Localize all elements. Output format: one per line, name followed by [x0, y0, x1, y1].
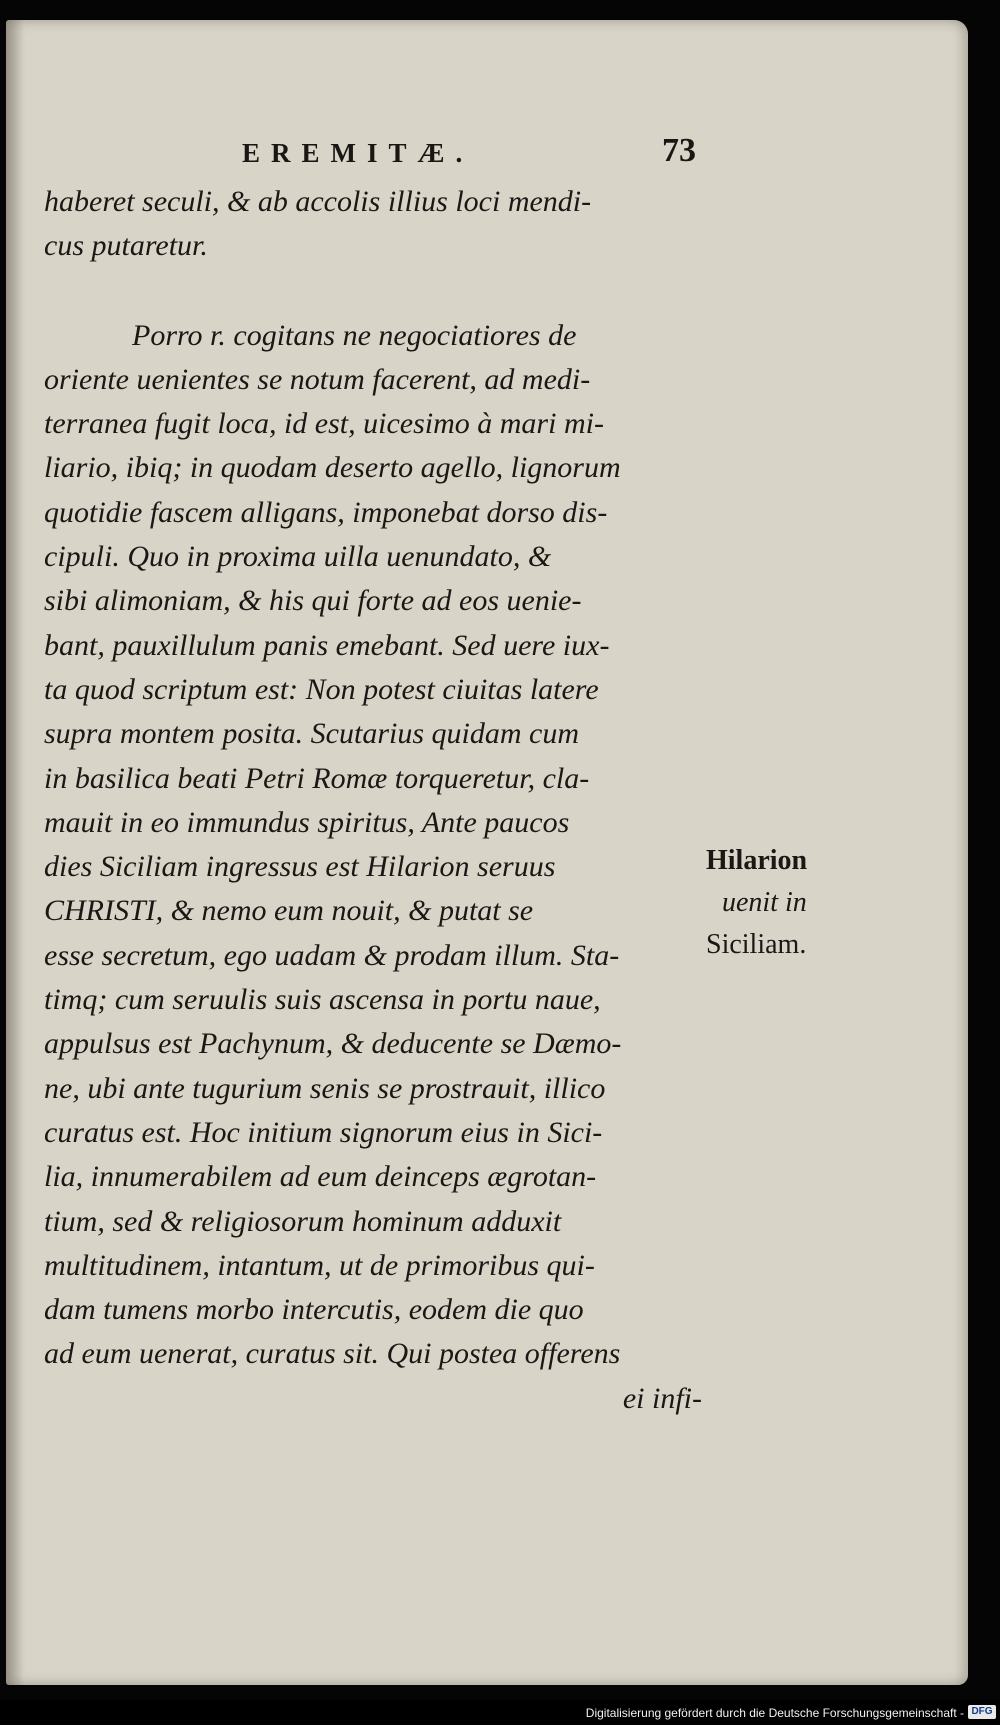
text-line: cipuli. Quo in proxima uilla uenundato, &: [44, 540, 552, 574]
dfg-logo: DFG: [968, 1705, 996, 1719]
text-line: liario, ibiq; in quodam deserto agello, lignorum: [44, 451, 621, 485]
marginal-note-line: uenit in: [722, 887, 807, 918]
text-line: CHRISTI, & nemo eum nouit, & putat se: [44, 894, 534, 928]
book-page: [6, 20, 968, 1685]
catchword: ei infi-: [622, 1381, 702, 1415]
text-line: ne, ubi ante tugurium senis se prostrauit, illico: [44, 1071, 606, 1105]
text-line: timq; cum seruulis suis ascensa in portu naue,: [44, 983, 601, 1017]
body-text: [44, 180, 702, 1421]
running-head: EREMITÆ.: [242, 138, 474, 168]
text-line: esse secretum, ego uadam & prodam illum. Sta-: [44, 938, 620, 972]
footer-bar: [0, 1700, 1000, 1725]
paragraph-gap: [44, 269, 702, 314]
gutter-shadow: [6, 20, 24, 1685]
text-line: dam tumens morbo intercutis, eodem die quo: [44, 1293, 584, 1327]
text-line: appulsus est Pachynum, & deducente se Dæmo-: [44, 1027, 622, 1061]
text-line: tium, sed & religiosorum hominum adduxit: [44, 1204, 562, 1238]
text-line: lia, innumerabilem ad eum deinceps ægrotan-: [44, 1160, 597, 1194]
page-header: [6, 132, 968, 176]
text-line: haberet seculi, & ab accolis illius loci mendi-: [44, 185, 592, 218]
text-line: mauit in eo immundus spiritus, Ante paucos: [44, 805, 570, 839]
text-line: oriente uenientes se notum facerent, ad medi-: [44, 362, 591, 396]
funding-notice: Digitalisierung gefördert durch die Deutsche Forschungsgemeinschaft -: [585, 1706, 964, 1720]
text-line: supra montem posita. Scutarius quidam cum: [44, 717, 579, 751]
text-line: dies Siciliam ingressus est Hilarion seruus: [44, 850, 556, 884]
text-line: ta quod scriptum est: Non potest ciuitas latere: [44, 672, 599, 706]
text-line: cus putaretur.: [44, 229, 208, 263]
text-line: sibi alimoniam, & his qui forte ad eos uenie-: [44, 584, 582, 618]
text-line: Porro r. cogitans ne negociatiores de: [132, 318, 577, 352]
marginal-note-line: Hilarion: [706, 845, 808, 876]
text-line: bant, pauxillulum panis emebant. Sed uere iux-: [44, 628, 610, 662]
page-number: 73: [662, 132, 696, 169]
text-line: ad eum uenerat, curatus sit. Qui postea offerens: [44, 1337, 621, 1371]
text-line: multitudinem, intantum, ut de primoribus qui-: [44, 1248, 595, 1282]
text-line: in basilica beati Petri Romæ torqueretur, cla-: [44, 761, 590, 795]
text-line: terranea fugit loca, id est, uicesimo à mari mi-: [44, 407, 604, 441]
text-line: curatus est. Hoc initium signorum eius in Sici-: [44, 1115, 603, 1149]
marginal-note-line: Siciliam.: [706, 929, 807, 960]
marginal-note: [706, 840, 856, 966]
text-line: quotidie fascem alligans, imponebat dorso dis-: [44, 495, 608, 529]
